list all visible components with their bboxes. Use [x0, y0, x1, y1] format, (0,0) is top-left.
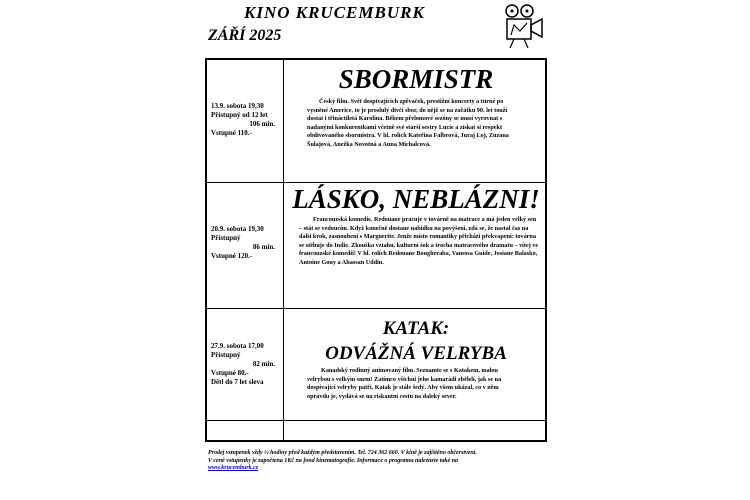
- program-table: [205, 58, 547, 442]
- footer-ticket-info: Prodej vstupenek vždy ½ hodiny před každým představením. Tel. 724 362 660. V kině je zajištěno občerstvení.: [208, 450, 477, 456]
- film-camera-icon: [500, 3, 544, 49]
- table-column-divider: [283, 60, 284, 440]
- website-link[interactable]: www.krucemburk.cz: [208, 465, 259, 471]
- film-3-info: [211, 342, 281, 387]
- film-2-description: Francouzská komedie. Redouane pracuje v továrně na matrace a má jeden velký sen – stát se vedoucím. Když konečně dostane nabídku na povýšení, zdá se, že nastal čas na další krok, zasnoubení s Marguerite. Jenže místo romantiky přichází překvapení: továrna se stěhuje do Indie. Zkouška vztahu, kulturní šok a trocha matracového dramatu – vítej ve francouzské komedii! V hl. rolích Redouane Bougheraba, Vanessa Guide, Josiane Balasko, Antoine Gouy a Ahassan Uddin.: [299, 216, 539, 266]
- footer-fund-info: V ceně vstupenky je započtena 1Kč na fond kinematografie. Informace o programu naleznete také na: [208, 457, 459, 464]
- poster-header-title: KINO KRUCEMBURK: [244, 3, 425, 22]
- film-3-title-line-2: ODVÁŽNÁ VELRYBA: [325, 343, 507, 364]
- film-1-title: SBORMISTR: [338, 64, 494, 94]
- film-3-discount: Děti do 7 let sleva: [211, 378, 264, 386]
- film-3-duration: 82 min.: [252, 360, 275, 368]
- film-2-price: Vstupné 120.-: [211, 252, 253, 260]
- film-1-duration: 106 min.: [249, 120, 275, 128]
- film-3-title-line-1: KATAK:: [382, 318, 450, 339]
- film-1-description: Český film. Svět dospívajících zpěvaček, prestižní koncerty a turné po vysněné Americe, to je proslulý dívčí sbor, do nějž se na začátku 90. let touží dostat i třináctiletá Karolína. Během přelomové sezóny se musí vyrovnat s nadanými konkurentkami včetně své starší sestry Lucie a získat si respekt obdivovaného sbormistra. V hl. rolích Kateřina Falbrová, Juraj Loj, Zuzana Šulajová, Anežka Novotná a Anna Michalcová.: [307, 98, 509, 148]
- film-1-price: Vstupné 110.-: [211, 129, 252, 137]
- film-1-access: Přístupný od 12 let: [211, 111, 268, 119]
- film-3-price: Vstupné 80.-: [211, 369, 249, 377]
- film-3-description: Kanadský rodinný animovaný film. Seznamte se s Katakem, malou velrybou s velkým snem! Zatímco všichni jeho kamarádi zbělelí, jak se na dospívající velryby patří, Katak je stále šedý. Aby všem ukázal, co v něm opravdu je, vydává se na riskantní cestu na daleký sever.: [307, 367, 502, 400]
- film-1-date: 13.9. sobota 19,30: [211, 102, 264, 110]
- footer: [208, 450, 553, 473]
- row-divider-1: [207, 182, 545, 183]
- film-1-info: [211, 102, 281, 138]
- film-2-title: LÁSKO, NEBLÁZNI!: [292, 184, 540, 214]
- poster-month: ZÁŘÍ 2025: [208, 27, 282, 44]
- film-2-info: [211, 225, 281, 261]
- row-divider-2: [207, 308, 545, 309]
- row-divider-3: [207, 420, 545, 421]
- film-2-duration: 86 min.: [252, 243, 275, 251]
- film-3-access: Přístupný: [211, 351, 241, 359]
- film-2-access: Přístupný: [211, 234, 241, 242]
- film-2-date: 20.9. sobota 19,30: [211, 225, 264, 233]
- film-3-date: 27.9. sobota 17,00: [211, 342, 264, 350]
